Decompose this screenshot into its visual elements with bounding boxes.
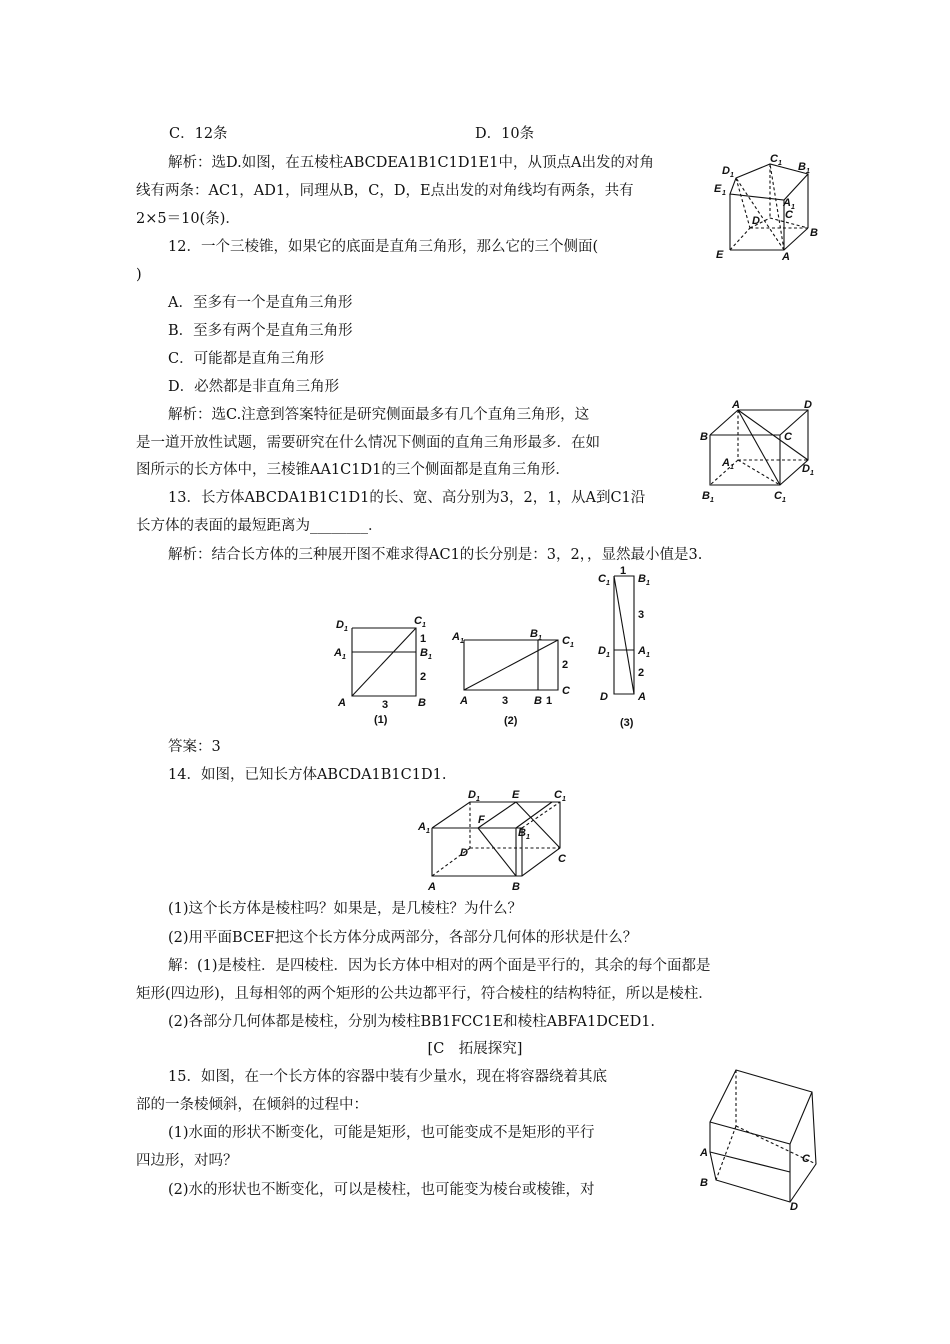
length-2: 2 — [420, 671, 427, 683]
svg-text:1: 1 — [342, 654, 346, 661]
svg-text:1: 1 — [606, 580, 610, 587]
label-C1: C — [598, 573, 606, 585]
label-D1: D — [802, 463, 810, 475]
label-A: A — [700, 1147, 708, 1159]
label-E: E — [716, 249, 724, 261]
length-1: 1 — [620, 565, 627, 577]
svg-text:1: 1 — [428, 654, 432, 661]
length-1: 1 — [546, 695, 553, 707]
cuboid-figure-q12 — [698, 399, 818, 504]
net-figure-3 — [594, 566, 674, 731]
sub-question: (2)用平面BCEF把这个长方体分成两部分，各部分几何体的形状是什么？ — [168, 930, 638, 946]
label-C1: C — [774, 490, 782, 502]
analysis-line: 图所示的长方体中，三棱锥AA1C1D1的三个侧面都是直角三角形． — [136, 462, 570, 478]
svg-text:1: 1 — [791, 204, 795, 211]
length-2: 2 — [562, 659, 569, 671]
label-C: C — [784, 431, 792, 443]
tilted-tank-figure — [700, 1062, 830, 1212]
question-12-stem: 12．一个三棱锥，如果它的底面是直角三角形，那么它的三个侧面( — [168, 239, 599, 255]
label-A1: A — [452, 631, 460, 643]
question-15-stem: 15．如图，在一个长方体的容器中装有少量水，现在将容器绕着其底 — [168, 1069, 607, 1085]
label-B1: B — [420, 647, 428, 659]
svg-text:1: 1 — [710, 497, 714, 504]
label-D1: D — [336, 619, 344, 631]
svg-text:1: 1 — [570, 642, 574, 649]
label-A1: A — [418, 821, 426, 833]
label-C: C — [802, 1153, 810, 1165]
svg-text:1: 1 — [562, 796, 566, 803]
label-A1: A — [722, 457, 730, 469]
svg-text:1: 1 — [810, 470, 814, 477]
question-14-stem: 14．如图，已知长方体ABCDA1B1C1D1. — [168, 767, 447, 783]
analysis-line: 2×5＝10(条)． — [136, 211, 240, 227]
option-d: D．必然都是非直角三角形 — [168, 379, 340, 395]
option-b: B．至多有两个是直角三角形 — [168, 323, 353, 339]
svg-text:1: 1 — [730, 464, 734, 471]
solution-line: 解：(1)是棱柱．是四棱柱．因为长方体中相对的两个面是平行的，其余的每个面都是 — [168, 958, 711, 974]
label-D1: D — [468, 789, 476, 801]
sub-question: 四边形，对吗？ — [136, 1153, 238, 1169]
label-B1: B — [638, 573, 646, 585]
option-a: A．至多有一个是直角三角形 — [168, 295, 353, 311]
section-heading: [C 拓展探究] — [427, 1041, 523, 1057]
label-A: A — [428, 881, 436, 893]
label-B: B — [534, 695, 542, 707]
label-A: A — [460, 695, 468, 707]
analysis-line: 解析：选C.注意到答案特征是研究侧面最多有几个直角三角形，这 — [168, 407, 590, 423]
label-D1: D — [598, 645, 606, 657]
label-C1: C — [414, 615, 422, 627]
svg-text:1: 1 — [646, 580, 650, 587]
label-A: A — [732, 399, 740, 411]
label-E: E — [512, 789, 520, 801]
svg-text:1: 1 — [426, 828, 430, 835]
caption-3: (3) — [620, 717, 634, 729]
solution-line: 矩形(四边形)，且每相邻的两个矩形的公共边都平行，符合棱柱的结构特征，所以是棱柱． — [136, 986, 713, 1002]
label-A1: A — [638, 645, 646, 657]
svg-text:1: 1 — [344, 626, 348, 633]
analysis-line: 解析：结合长方体的三种展开图不难求得AC1的长分别是：3，2，，显然最小值是3. — [168, 547, 703, 563]
label-B: B — [418, 697, 426, 709]
label-A: A — [338, 697, 346, 709]
solution-line: (2)各部分几何体都是棱柱，分别为棱柱BB1FCC1E和棱柱ABFA1DCED1. — [168, 1014, 656, 1030]
label-C: C — [785, 209, 793, 221]
question-12-stem: ) — [136, 267, 142, 283]
label-A1: A — [783, 197, 791, 209]
label-B1: B — [518, 827, 526, 839]
label-E1: E — [714, 183, 722, 195]
label-D: D — [600, 691, 608, 703]
label-C: C — [562, 685, 570, 697]
label-C: C — [558, 853, 566, 865]
sub-question: (1)水面的形状不断变化，可能是矩形，也可能变成不是矩形的平行 — [168, 1125, 595, 1141]
caption-1: (1) — [374, 714, 388, 726]
svg-text:1: 1 — [538, 635, 542, 642]
net-figure-2 — [450, 624, 585, 734]
svg-text:1: 1 — [606, 652, 610, 659]
svg-text:1: 1 — [806, 168, 810, 175]
label-B1: B — [702, 490, 710, 502]
answer: 答案：3 — [168, 739, 221, 755]
top-pentagon — [730, 164, 808, 200]
label-B: B — [700, 1177, 708, 1189]
cuboid-figure-q14 — [418, 790, 578, 895]
label-A: A — [638, 691, 646, 703]
label-D: D — [752, 215, 760, 227]
label-C1: C — [770, 153, 778, 165]
length-1: 1 — [420, 633, 427, 645]
label-C1: C — [562, 635, 570, 647]
svg-text:1: 1 — [526, 834, 530, 841]
length-3: 3 — [382, 699, 389, 711]
label-B: B — [512, 881, 520, 893]
label-D1: D — [722, 165, 730, 177]
svg-text:1: 1 — [646, 652, 650, 659]
svg-text:1: 1 — [422, 622, 426, 629]
svg-text:1: 1 — [730, 172, 734, 179]
sub-question: (1)这个长方体是棱柱吗？如果是，是几棱柱？为什么？ — [168, 901, 523, 917]
pentaprism-figure — [712, 152, 818, 263]
question-13-stem: 13．长方体ABCDA1B1C1D1的长、宽、高分别为3，2，1，从A到C1沿 — [168, 490, 646, 506]
label-A1: A — [334, 647, 342, 659]
net-figure-1 — [334, 612, 444, 727]
question-13-stem: 长方体的表面的最短距离为________． — [136, 518, 383, 534]
svg-text:1: 1 — [460, 638, 464, 645]
label-B1: B — [530, 628, 538, 640]
sub-question: (2)水的形状也不断变化，可以是棱柱，也可能变为棱台或棱锥，对 — [168, 1182, 595, 1198]
analysis-line: 解析：选D.如图，在五棱柱ABCDEA1B1C1D1E1中，从顶点A出发的对角 — [168, 155, 654, 171]
analysis-line: 线有两条：AC1，AD1，同理从B，C，D，E点出发的对角线均有两条，共有 — [136, 183, 634, 199]
svg-text:1: 1 — [782, 497, 786, 504]
svg-text:1: 1 — [778, 160, 782, 167]
label-B: B — [810, 227, 818, 239]
option-c: C．12条 — [169, 126, 228, 142]
option-c: C．可能都是直角三角形 — [168, 351, 325, 367]
length-3: 3 — [502, 695, 509, 707]
caption-2: (2) — [504, 715, 518, 727]
svg-text:1: 1 — [722, 190, 726, 197]
label-A: A — [782, 251, 790, 263]
label-D: D — [460, 847, 468, 859]
label-C1: C — [554, 789, 562, 801]
question-15-stem: 部的一条棱倾斜，在倾斜的过程中： — [136, 1097, 368, 1113]
label-D: D — [804, 399, 812, 411]
svg-text:1: 1 — [476, 796, 480, 803]
analysis-line: 是一道开放性试题，需要研究在什么情况下侧面的直角三角形最多．在如 — [136, 435, 600, 451]
label-B1: B — [798, 161, 806, 173]
label-D: D — [790, 1201, 798, 1213]
length-2: 2 — [638, 667, 645, 679]
label-B: B — [700, 431, 708, 443]
label-F: F — [478, 814, 485, 826]
option-d: D．10条 — [475, 126, 535, 142]
length-3: 3 — [638, 609, 645, 621]
